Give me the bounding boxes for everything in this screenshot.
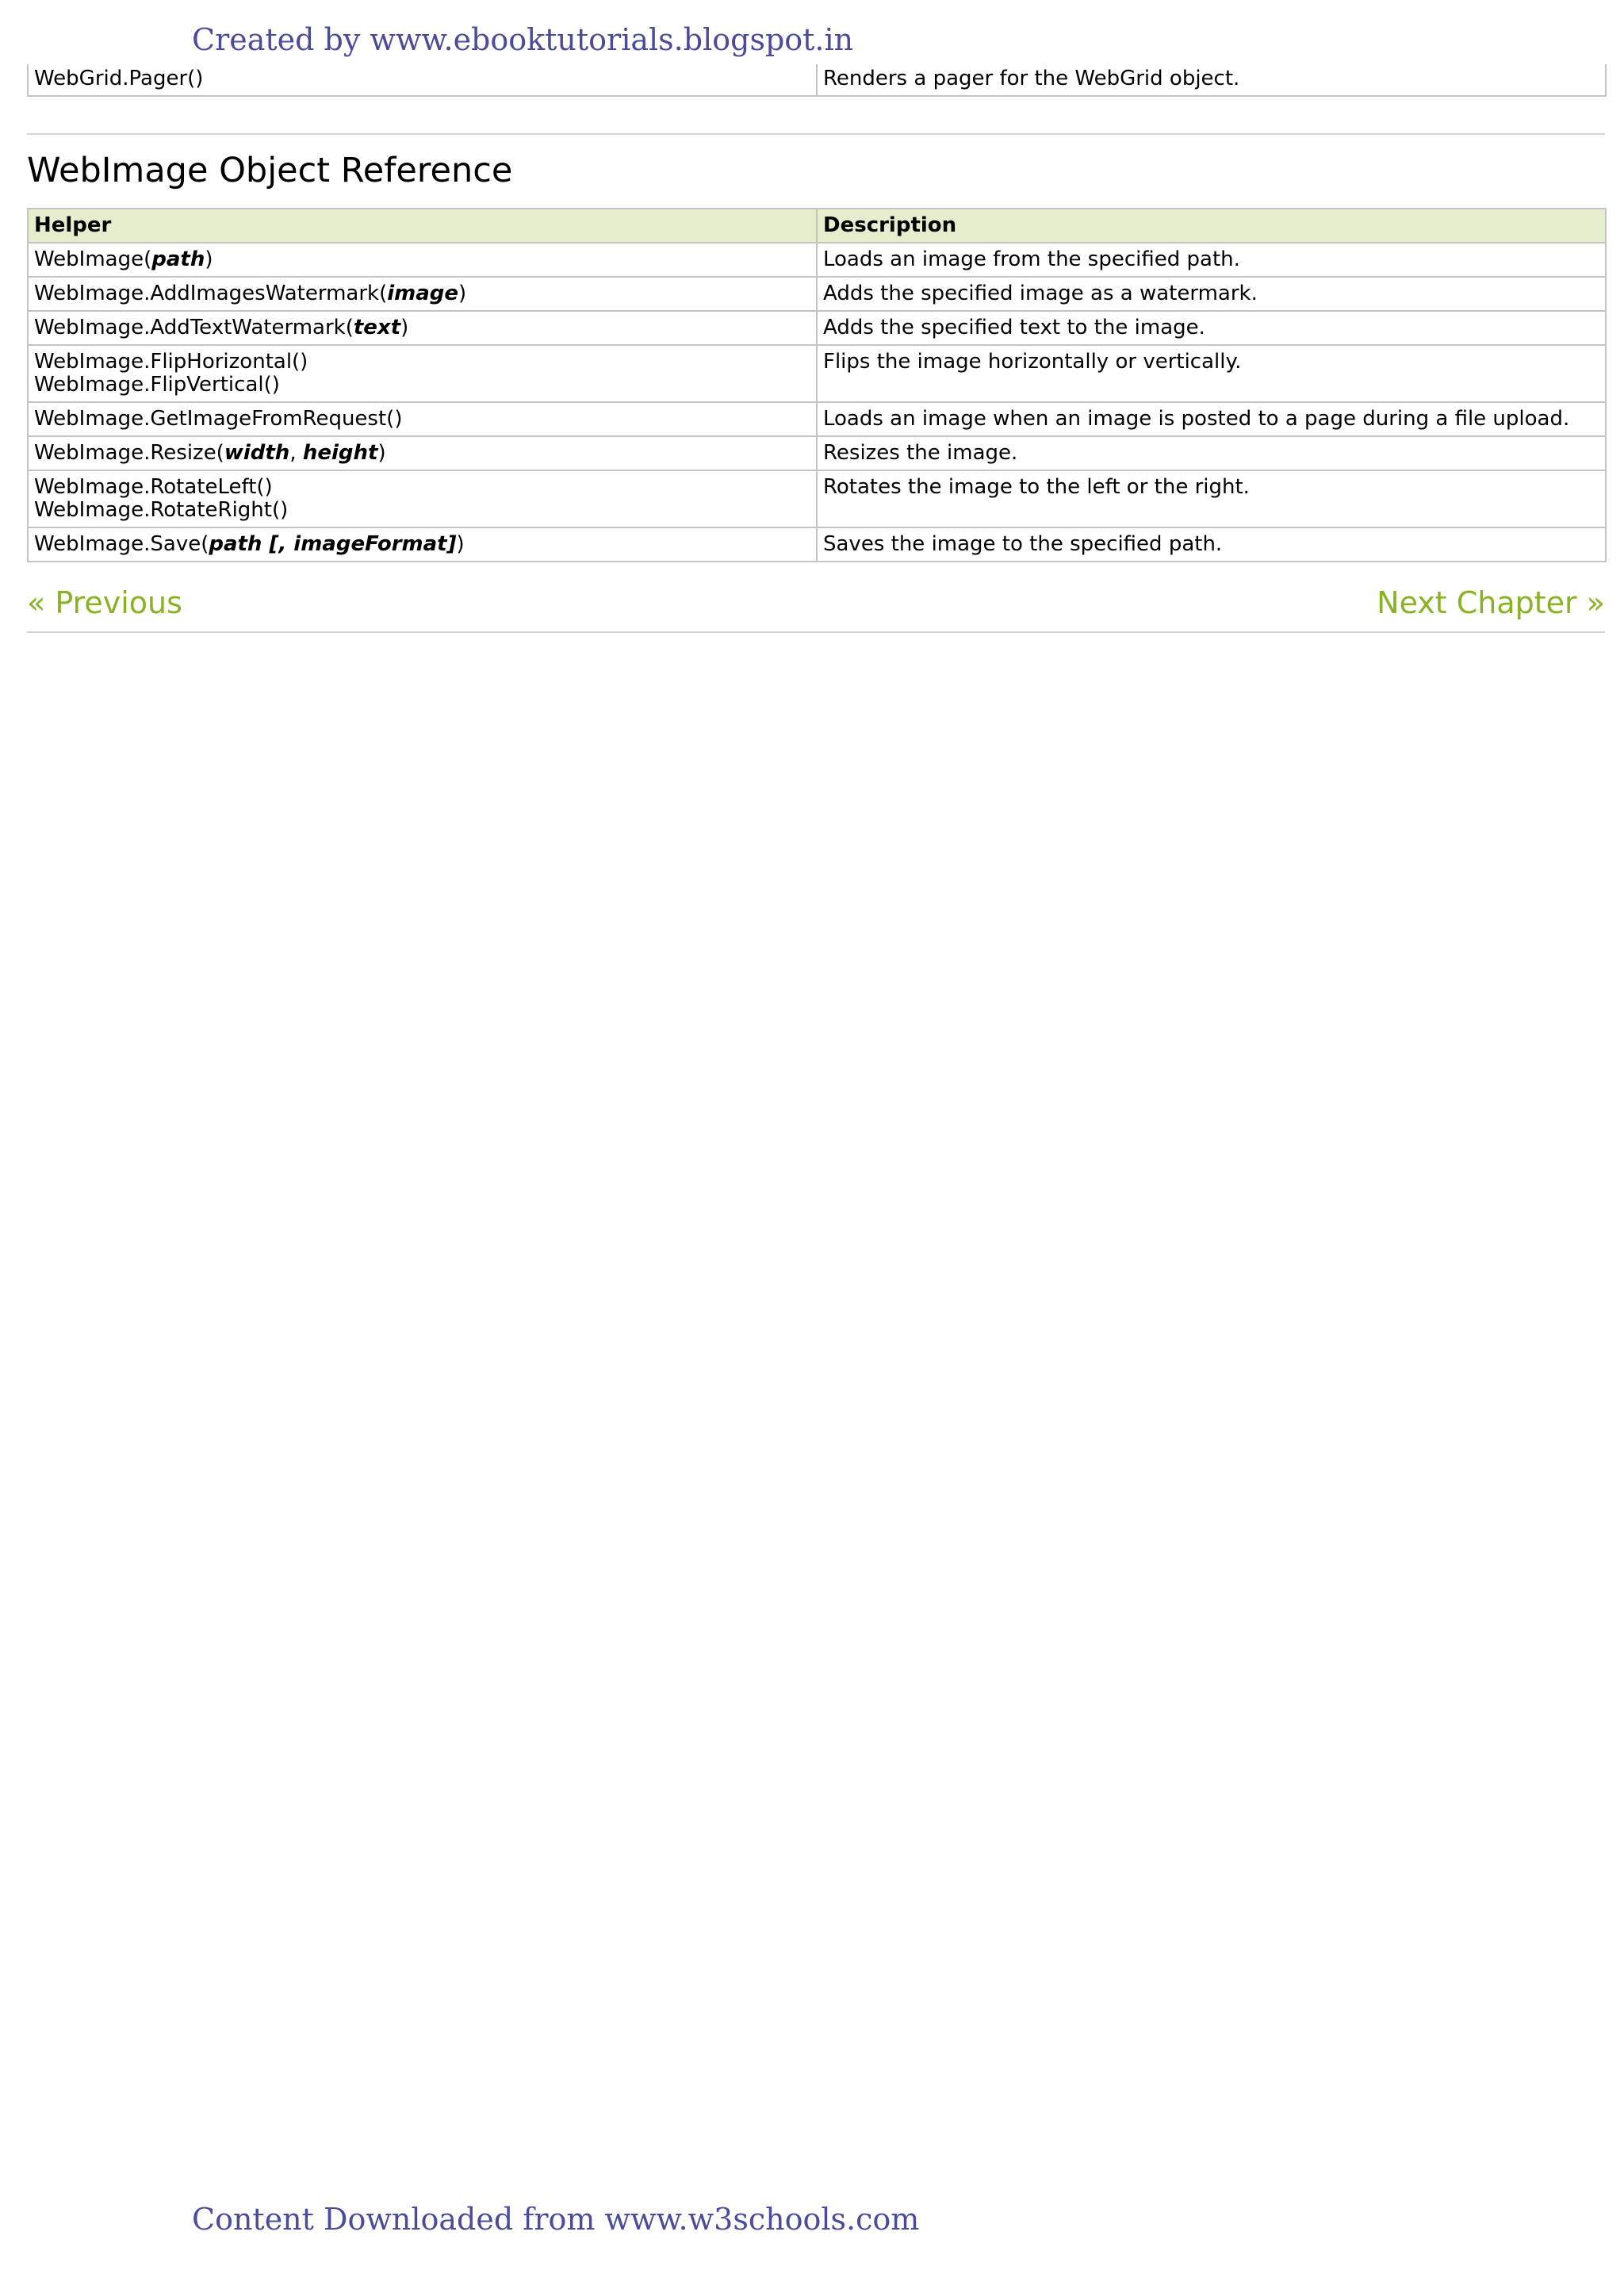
description-cell: Flips the image horizontally or vertically. bbox=[817, 345, 1606, 402]
table-row bbox=[28, 402, 1606, 436]
table-row bbox=[28, 277, 1606, 311]
helper-name: WebImage.RotateRight() bbox=[34, 498, 289, 522]
helper-cell bbox=[28, 527, 817, 562]
table-header-row bbox=[28, 209, 1606, 243]
description-column-header: Description bbox=[817, 209, 1606, 243]
description-cell: Adds the specified text to the image. bbox=[817, 311, 1606, 345]
webgrid-table bbox=[27, 64, 1607, 97]
helper-param: path bbox=[151, 247, 205, 271]
webimage-reference-table bbox=[27, 208, 1607, 562]
helper-name: WebImage( bbox=[34, 247, 152, 271]
helper-param: height bbox=[302, 441, 378, 465]
helper-param: width bbox=[224, 441, 290, 465]
helper-close: ) bbox=[400, 316, 409, 339]
description-cell: Loads an image when an image is posted to a page during a file upload. bbox=[817, 402, 1606, 436]
helper-close: ) bbox=[205, 247, 213, 271]
table-row bbox=[28, 527, 1606, 562]
helper-cell: WebImage.GetImageFromRequest() bbox=[28, 402, 817, 436]
table-row bbox=[28, 311, 1606, 345]
table-row bbox=[28, 243, 1606, 277]
footer-divider bbox=[27, 631, 1605, 633]
description-cell: Adds the specified image as a watermark. bbox=[817, 277, 1606, 311]
helper-column-header: Helper bbox=[28, 209, 817, 243]
helper-name: WebImage.Resize( bbox=[34, 441, 224, 465]
helper-cell bbox=[28, 345, 817, 402]
description-cell: Saves the image to the specified path. bbox=[817, 527, 1606, 562]
helper-cell: WebGrid.Pager() bbox=[28, 64, 817, 96]
table-row bbox=[28, 64, 1606, 96]
description-cell: Loads an image from the specified path. bbox=[817, 243, 1606, 277]
table-row bbox=[28, 345, 1606, 402]
description-cell: Resizes the image. bbox=[817, 436, 1606, 470]
helper-close: ) bbox=[456, 532, 465, 556]
helper-cell bbox=[28, 436, 817, 470]
helper-cell bbox=[28, 243, 817, 277]
helper-name: WebImage.FlipHorizontal() bbox=[34, 350, 308, 374]
helper-name: WebImage.AddImagesWatermark( bbox=[34, 282, 388, 305]
next-chapter-link[interactable]: Next Chapter » bbox=[1377, 585, 1605, 620]
helper-separator: , bbox=[289, 441, 303, 465]
helper-close: ) bbox=[377, 441, 386, 465]
helper-cell bbox=[28, 311, 817, 345]
helper-param: path [, imageFormat] bbox=[209, 532, 457, 556]
description-cell: Rotates the image to the left or the right. bbox=[817, 470, 1606, 527]
helper-param: text bbox=[353, 316, 401, 339]
footer-watermark: Content Downloaded from www.w3schools.com bbox=[192, 2202, 920, 2237]
helper-name: WebImage.RotateLeft() bbox=[34, 475, 273, 499]
helper-name: WebImage.AddTextWatermark( bbox=[34, 316, 354, 339]
helper-param: image bbox=[387, 282, 459, 305]
helper-name: WebImage.Save( bbox=[34, 532, 209, 556]
description-cell: Renders a pager for the WebGrid object. bbox=[817, 64, 1606, 96]
helper-cell bbox=[28, 470, 817, 527]
section-divider bbox=[27, 133, 1605, 135]
helper-close: ) bbox=[458, 282, 467, 305]
table-row bbox=[28, 470, 1606, 527]
section-title: WebImage Object Reference bbox=[27, 151, 513, 190]
helper-name: WebImage.FlipVertical() bbox=[34, 373, 280, 397]
table-row bbox=[28, 436, 1606, 470]
previous-link[interactable]: « Previous bbox=[27, 585, 182, 620]
helper-cell bbox=[28, 277, 817, 311]
header-watermark: Created by www.ebooktutorials.blogspot.in bbox=[192, 22, 854, 57]
